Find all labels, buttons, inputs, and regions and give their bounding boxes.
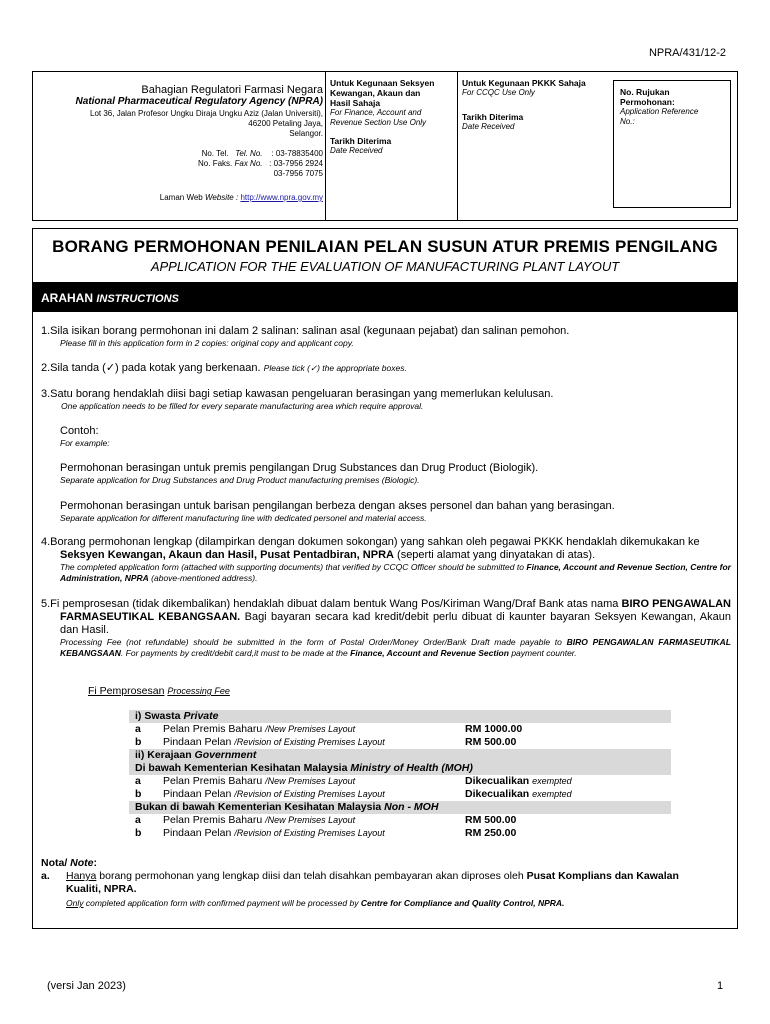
agency-block [33,72,323,203]
agency-address-3: Selangor. [289,129,323,138]
fee-row-non-moh-new: a Pelan Premis Baharu /New Premises Layout RM 500.00 [135,814,517,826]
agency-name-ms: Bahagian Regulatori Farmasi Negara [141,84,323,96]
reference-number-box[interactable]: No. Rujukan Permohonan: Application Reference No.: [613,80,731,208]
agency-address-2: 46200 Petaling Jaya, [248,119,323,128]
agency-fax-2: 03-7956 7075 [273,169,323,178]
example-1: Permohonan berasingan untuk premis pengilangan Drug Substances dan Drug Product (Biologik). Separate application for Drug Substances and Drug Product manufacturing premises (Biologic). [60,462,539,485]
agency-fax: No. Faks. Fax No. : 03-7956 2924 [198,159,323,168]
website-link[interactable]: http://www.npra.gov.my [240,193,323,202]
example-label: Contoh: For example: [60,425,110,448]
fee-row-moh: Di bawah Kementerian Kesihatan Malaysia Ministry of Health (MOH) [129,762,671,775]
instruction-2: 2.Sila tanda (✓) pada kotak yang berkenaan. Please tick (✓) the appropriate boxes. [41,362,407,374]
finance-use-column: Untuk Kegunaan Seksyen Kewangan, Akaun dan Hasil Sahaja For Finance, Account and Revenue Section Use Only Tarikh Diterima Date Received [325,72,457,220]
fee-row-government: ii) Kerajaan Government [129,749,671,762]
example-2: Permohonan berasingan untuk barisan pengilangan berbeza dengan akses personel dan bahan yang berasingan. Separate application for different manufacturing line with dedicated personel and material access. [60,500,615,523]
version-label: (versi Jan 2023) [47,980,126,992]
header-box [32,71,738,221]
agency-tel: No. Tel. Tel. No. : 03-78835400 [201,149,323,158]
note-label: Nota/ Note: [41,857,98,869]
instruction-4: 4.Borang permohonan lengkap (dilampirkan dengan dokumen sokongan) yang sahkan oleh pegawai PKKK hendaklah dikemukakan ke Seksyen Kewangan, Akaun dan Hasil, Pusat Pentadbiran, NPRA (seperti alamat yang dinyatakan di atas). The completed application form (attached with supporting documents) that verified by CCQC Officer should be submitted to Finance, Account and Revenue Section, Centre for Administration, NPRA (above-mentioned address). [41,536,731,583]
pkkk-use-column: Untuk Kegunaan PKKK Sahaja For CCQC Use Only Tarikh Diterima Date Received [457,72,739,220]
fee-row-moh-new: a Pelan Premis Baharu /New Premises Layout Dikecualikan exempted [135,775,572,787]
instructions-header: ARAHAN INSTRUCTIONS [33,282,737,312]
instruction-1: 1.Sila isikan borang permohonan ini dalam 2 salinan: salinan asal (kegunaan pejabat) dan salinan pemohon. Please fill in this application form in 2 copies: original copy and applicant copy. [41,325,570,348]
fee-row-non-moh-revision: b Pindaan Pelan /Revision of Existing Premises Layout RM 250.00 [135,827,517,839]
agency-web: Laman Web Website : http://www.npra.gov.my [159,193,323,202]
fee-row-moh-revision: b Pindaan Pelan /Revision of Existing Premises Layout Dikecualikan exempted [135,788,572,800]
fee-row-private-revision: b Pindaan Pelan /Revision of Existing Premises Layout RM 500.00 [135,736,517,748]
instruction-5: 5.Fi pemprosesan (tidak dikembalikan) hendaklah dibuat dalam bentuk Wang Pos/Kiriman Wang/Draf Bank atas nama BIRO PENGAWALAN FARMASEUTIKAL KEBANGSAAN. Bagi bayaran secara kad kredit/debit perlu dibuat di kaunter bayaran Seksyen Kewangan, Akaun dan Hasil. Processing Fee (not refundable) should be submitted in the form of Postal Order/Money Order/Bank Draft made payable to BIRO PENGAWALAN FARMASEUTIKAL KEBANGSAAN. For payments by credit/debit card,it must to be made at the Finance, Account and Revenue Section payment counter. [41,598,731,658]
agency-address-1: Lot 36, Jalan Profesor Ungku Diraja Ungku Aziz (Jalan Universiti), [90,109,323,118]
form-subtitle: APPLICATION FOR THE EVALUATION OF MANUFACTURING PLANT LAYOUT [150,259,620,274]
processing-fee-heading: Fi Pemprosesan Processing Fee [88,685,230,697]
form-code: NPRA/431/12-2 [648,47,726,59]
form-title: BORANG PERMOHONAN PENILAIAN PELAN SUSUN ATUR PREMIS PENGILANG [52,237,718,256]
fee-table [129,710,671,840]
fee-row-non-moh: Bukan di bawah Kementerian Kesihatan Malaysia Non - MOH [129,801,671,814]
note-a: a. Hanya borang permohonan yang lengkap diisi dan telah disahkan pembayaran akan diproses oleh Pusat Komplians dan Kawalan Kualiti, NPRA. Only completed application form with confirmed payment will be processed by Centre for Compliance and Quality Control, NPRA. [41,870,679,908]
fee-row-private-new: a Pelan Premis Baharu /New Premises Layout RM 1000.00 [135,723,523,735]
note-block [41,857,731,909]
page-number: 1 [717,980,724,992]
agency-name-en: National Pharmaceutical Regulatory Agency (NPRA) [75,96,323,107]
fee-row-private: i) Swasta Private [129,710,671,723]
main-box [32,228,738,929]
instruction-3: 3.Satu borang hendaklah diisi bagi setiap kawasan pengeluaran berasingan yang memerlukan kelulusan. One application needs to be filled for every separate manufacturing area which require approval. [41,388,554,411]
